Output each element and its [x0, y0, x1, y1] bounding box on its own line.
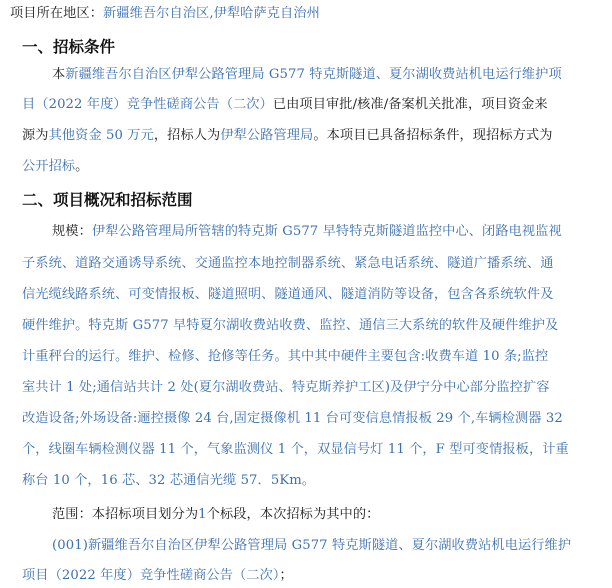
lot-count-highlight: 1	[198, 507, 207, 522]
conditions-line-4: 公开招标。	[22, 159, 89, 174]
conditions-line-2: 目（2022 年度）竞争性磋商公告（二次）已由项目审批/核准/备案机关批准，项目资金来	[22, 97, 548, 112]
scale-line-1: 规模：伊犁公路管理局所管辖的特克斯 G577 早特特克斯隧道监控中心、闭路电视监视	[52, 224, 562, 239]
project-name-highlight-cont: 目（2022 年度）竞争性磋商公告（二次）	[22, 97, 273, 112]
scale-line-7: 改造设备;外场设备:逦控摄像 24 台,固定摄像机 11 台可变信息情报板 29 个,车辆检测器 32	[22, 411, 563, 426]
region-value: 新疆维吾尔自治区,伊犁哈萨克自治州	[103, 6, 320, 21]
section-heading-bidding-conditions: 一、招标条件	[22, 38, 116, 56]
scale-line-9: 称台 10 个，16 芯、32 芯通信光缆 57．5Km。	[22, 473, 316, 488]
section-heading-overview-scope: 二、项目概况和招标范围	[22, 191, 193, 209]
project-region-line	[10, 4, 320, 24]
project-name-highlight: 新疆维吾尔自治区伊犁公路管理局 G577 特克斯隧道、夏尔湖收费站机电运行维护项	[65, 67, 562, 82]
region-label: 项目所在地区：	[10, 6, 104, 21]
scale-line-8: 个，线圈车辆检测仪器 11 个，气象监测仪 1 个，双显信号灯 11 个，F 型可变情报板，计重	[22, 442, 569, 457]
scale-line-4: 硬件维护。特克斯 G577 早特夏尔湖收费站收费、监控、通信三大系统的软件及硬件维护及	[22, 318, 559, 333]
lot-line-1	[52, 536, 571, 556]
scale-line-2: 子系统、道路交通诱导系统、交通监控本地控制器系统、紧急电话系统、隧道广播系统、通	[22, 256, 554, 271]
scale-label: 规模：	[52, 224, 92, 239]
lot-name-highlight-cont: 项目（2022 年度）竞争性磋商公告（二次）	[22, 568, 280, 583]
tenderer-highlight: 伊犁公路管理局	[220, 128, 314, 143]
funding-highlight: 其他资金 50 万元	[48, 128, 154, 143]
scale-line-3: 信光缆线路系统、可变情报板、隧道照明、隧道通风、隧道消防等设备，包含各系统软件及	[22, 287, 554, 302]
bid-method-highlight: 公开招标	[22, 159, 76, 174]
conditions-line-3: 源为其他资金 50 万元，招标人为伊犁公路管理局。本项目已具备招标条件，现招标方式为	[22, 128, 553, 143]
scope-line: 范围：本招标项目划分为1个标段，本次招标为其中的：	[52, 507, 380, 522]
lot-line-2: 项目（2022 年度）竞争性磋商公告（二次）；	[22, 568, 293, 583]
conditions-line-1: 本新疆维吾尔自治区伊犁公路管理局 G577 特克斯隧道、夏尔湖收费站机电运行维护项	[52, 67, 562, 82]
lot-name-highlight: (001)新疆维吾尔自治区伊犁公路管理局 G577 特克斯隧道、夏尔湖收费站机电运行维护	[52, 538, 572, 553]
scale-line-6: 室共计 1 处;通信站共计 2 处(夏尔湖收费站、特克斯养护工区)及伊宁分中心部分监控扩容	[22, 380, 550, 395]
scale-line-5: 计重秤台的运行。维护、检修、抢修等任务。其中其中硬件主要包含:收费车道 10 条;监控	[22, 349, 549, 364]
